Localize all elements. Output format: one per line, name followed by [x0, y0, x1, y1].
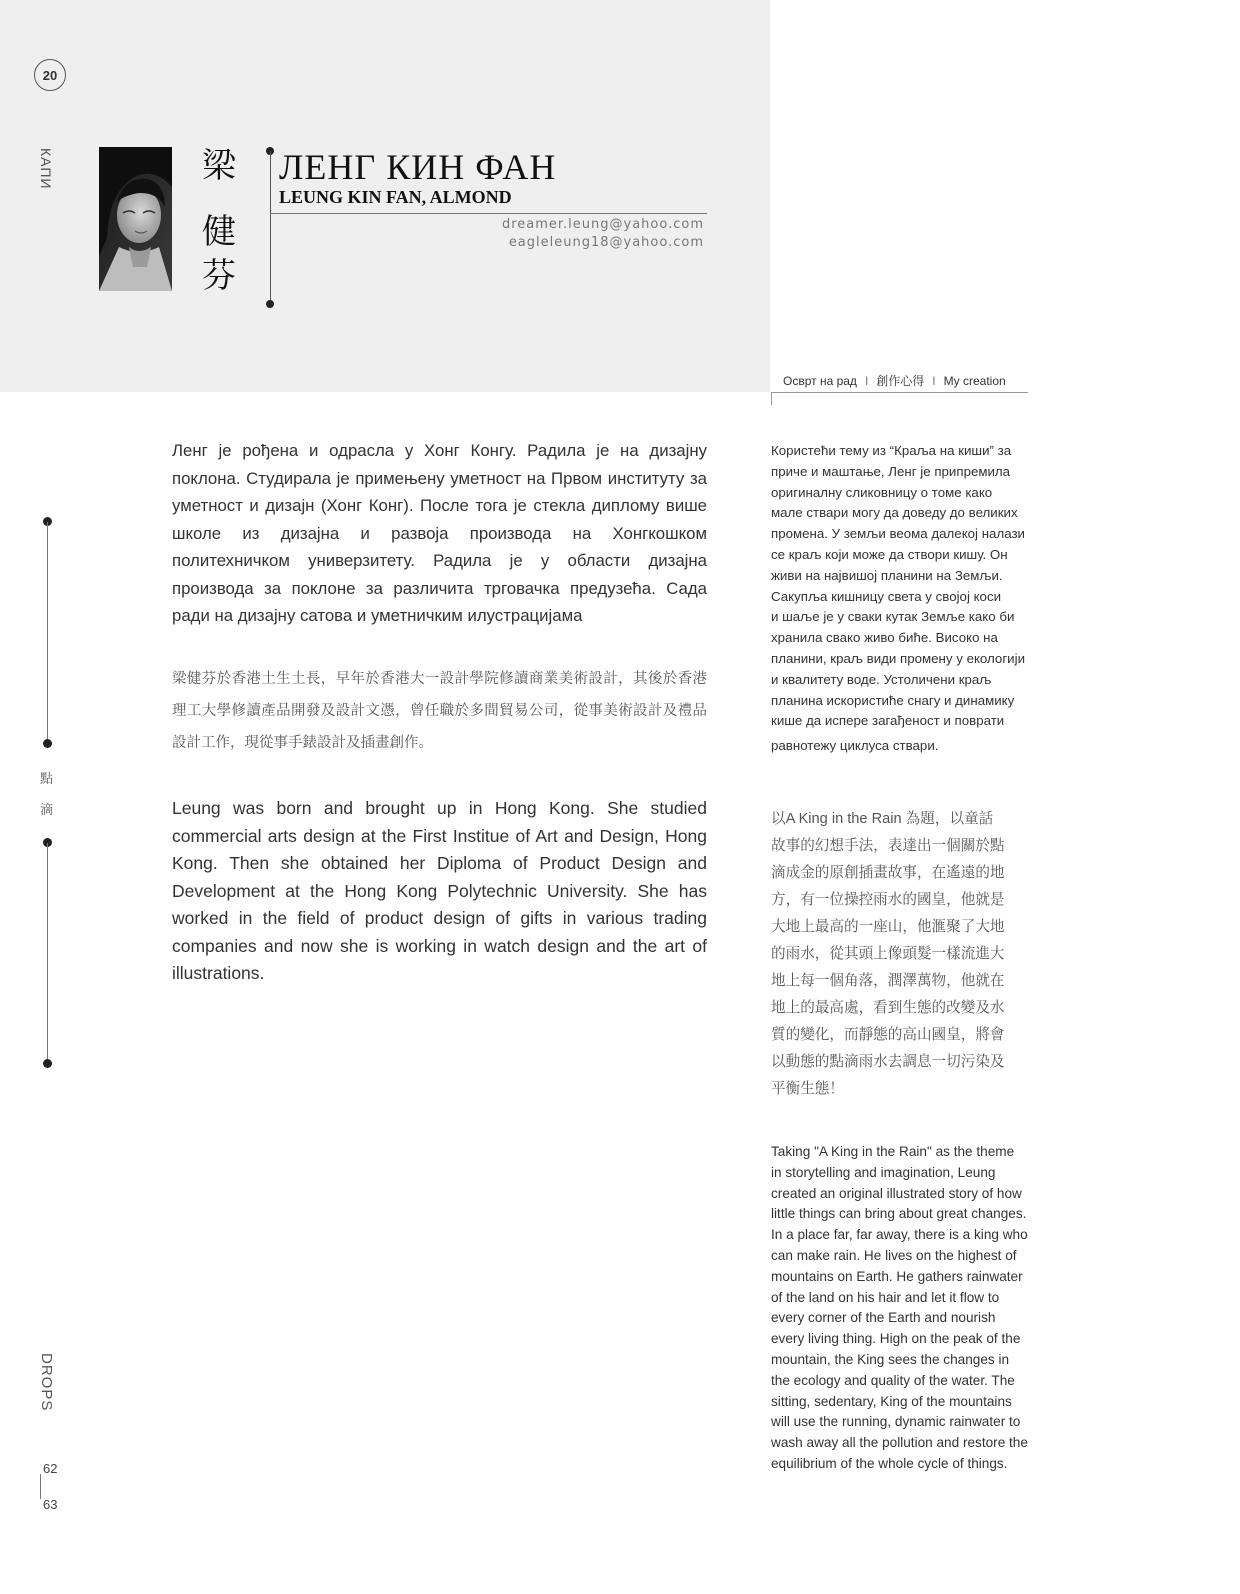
text-line: равнотежу циклуса ствари. [771, 738, 939, 754]
page-number-left: 62 [43, 1461, 58, 1476]
text-line: will use the running, dynamic rainwater to [771, 1414, 1021, 1430]
tab-label-serbian: Осврт на рад [783, 374, 857, 388]
text-line: оригиналну сликовницу о томе како [771, 484, 993, 500]
tabs-underline [771, 392, 1028, 393]
bracket-dot [266, 300, 274, 308]
text-line: Користећи тему из “Краља на киши” за [771, 443, 1012, 458]
bio-chinese: 梁健芬於香港土生土長，早年於香港大一設計學院修讀商業美術設計，其後於香港理工大學修讀產品開發及設計文憑，曾任職於多間貿易公司，從事美術設計及禮品設計工作，現從事手錶設計及插畫創作。 [172, 671, 707, 751]
text-line: и шаље је у сваки кутак Земље како би [771, 609, 1015, 625]
bio-cyrillic: Ленг је рођена и одрасла у Хонг Конгу. Радила је на дизајну поклона. Студирала је примењену уметност на Првом институту за уметност и дизајн (Хонг Конг). После тога је стекла диплому више школе из дизајна и развоја производа на Хонгкошком политехничком универзитету. Радила је у области дизајна производа за поклоне за различита трговачка предузећа. Сада ради на дизајну сатова и уметничким илустрацијама [172, 441, 707, 625]
text-line: Taking "A King in the Rain" as the theme [771, 1144, 1015, 1159]
bracket-line [270, 151, 271, 303]
text-line: created an original illustrated story of how [771, 1185, 1022, 1201]
text-line: can make rain. He lives on the highest of [771, 1247, 1017, 1263]
text-line: sitting, sedentary, King of the mountains [771, 1393, 1012, 1409]
cjk-name-char: 芬 [202, 256, 236, 296]
text-line: 質的變化，而靜態的高山國皇，將會 [771, 1027, 1005, 1043]
page-badge: 20 [34, 59, 66, 91]
text-line: 大地上最高的一座山，他滙聚了大地 [771, 919, 1005, 935]
cjk-name-char: 健 [202, 212, 236, 252]
text-line: промена. У земљи веома далекој налази [771, 526, 1025, 542]
text-line: 方，有一位操控雨水的國皇，他就是 [771, 892, 1005, 908]
page-number-right: 63 [43, 1497, 58, 1512]
text-line: приче и маштање, Ленг је припремила [771, 463, 1011, 479]
text-line: планини, краљ види промену у екологији [771, 650, 1025, 666]
text-line: се краљ који може да створи кишу. Он [771, 546, 1008, 562]
email-2[interactable]: eagleleung18@yahoo.com [508, 235, 704, 250]
text-line: every corner of the Earth and nourish [771, 1310, 996, 1326]
timeline-line [47, 522, 48, 742]
text-line: и квалитету воде. Устоличени краљ [771, 671, 992, 687]
text-line: mountains on Earth. He gathers rainwater [771, 1268, 1023, 1284]
tab-label-chinese: 創作心得 [876, 374, 925, 388]
text-line: Сакупља кишницу света у својој коси [771, 588, 1002, 604]
text-line: 以A King in the Rain 為題，以童話 [771, 811, 994, 827]
text-line: живи на највишој планини на Земљи. [771, 567, 1003, 583]
text-line: 的雨水，從其頭上像頭髮一樣流進大 [771, 946, 1005, 962]
text-line: хранила свако живо биће. Високо на [771, 630, 998, 646]
text-line: equilibrium of the whole cycle of things. [771, 1455, 1008, 1471]
text-line: кише да испере загађеност и поврати [771, 713, 1005, 729]
timeline-dot [43, 739, 52, 748]
text-line: in storytelling and imagination, Leung [771, 1164, 996, 1180]
tab-label-english: My creation [943, 374, 1006, 388]
name-underline [270, 213, 707, 214]
section-tabs: Осврт на рад I 創作心得 I My creation [783, 374, 1006, 388]
page-number-divider [40, 1474, 41, 1499]
text-line: 故事的幻想手法，表達出一個關於點 [771, 838, 1005, 854]
text-line: 地上的最高處，看到生態的改變及水 [771, 1000, 1005, 1016]
text-line: In a place far, far away, there is a king who [771, 1227, 1028, 1243]
text-line: the ecology and quality of the water. The [771, 1372, 1015, 1388]
creation-english [771, 1142, 1041, 1475]
artist-name-latin: LEUNG KIN FAN, ALMOND [279, 187, 512, 207]
text-line: wash away all the pollution and restore the [771, 1435, 1028, 1451]
side-label-bottom: DROPS [38, 1353, 55, 1412]
text-line: 滴成金的原創插畫故事，在遙遠的地 [771, 865, 1005, 881]
text-line: планина искористиће снагу и динамику [771, 692, 1015, 708]
artist-photo [99, 147, 172, 291]
text-line: of the land on his hair and let it flow to [771, 1289, 1000, 1305]
side-label-middle-1: 點 [40, 772, 54, 787]
cjk-name-char: 梁 [202, 146, 236, 186]
text-line: mountain, the King sees the changes in [771, 1351, 1010, 1367]
artist-name-cyrillic: ЛЕНГ КИН ФАН [279, 147, 557, 187]
tabs-tick [771, 392, 772, 405]
side-label-top: КАПИ [38, 148, 54, 190]
text-line: every living thing. High on the peak of the [771, 1331, 1021, 1347]
side-label-middle-2: 滴 [40, 803, 54, 818]
timeline-line [47, 843, 48, 1061]
creation-chinese [771, 806, 1041, 1103]
text-line: 地上每一個角落，潤澤萬物，他就在 [771, 973, 1005, 989]
text-line: мале ствари могу да доведу до великих [771, 505, 1018, 521]
timeline-dot [43, 1059, 52, 1068]
creation-cyrillic [771, 441, 1041, 757]
text-line: 平衡生態！ [771, 1081, 844, 1097]
bio-english: Leung was born and brought up in Hong Kong. She studied commercial arts design at the First Institue of Art and Design, Hong Kong. Then she obtained her Diploma of Product Design and Development at the Hong Kong Polytechnic University. She has worked in the field of product design of gifts in various trading companies and now she is working in watch design and the art of illustrations. [172, 798, 707, 983]
text-line: little things can bring about great changes. [771, 1206, 1027, 1222]
text-line: 以動態的點滴雨水去調息一切污染及 [771, 1054, 1005, 1070]
email-1[interactable]: dreamer.leung@yahoo.com [501, 217, 704, 232]
artist-cjk-name [202, 144, 236, 298]
